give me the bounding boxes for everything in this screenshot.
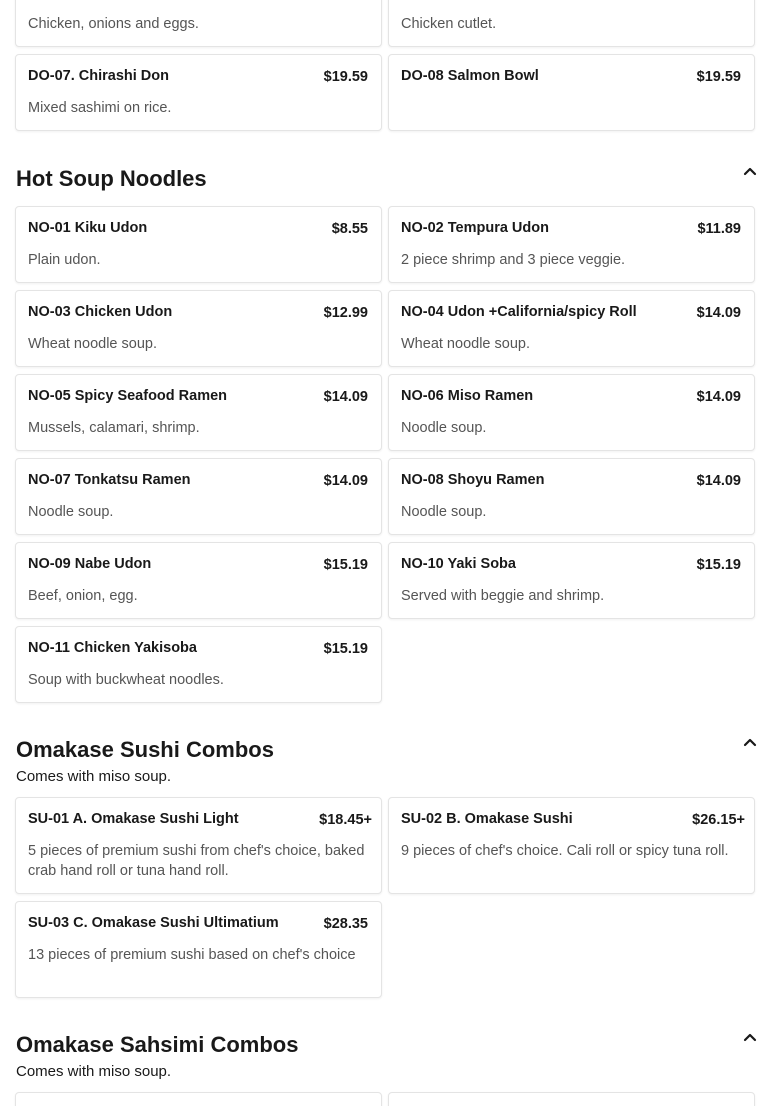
item-description: Noodle soup. <box>401 420 487 436</box>
item-name: DO-07. Chirashi Don <box>28 68 169 84</box>
item-price: $15.19 <box>323 557 368 573</box>
item-name: NO-03 Chicken Udon <box>28 304 173 320</box>
menu-item-card[interactable] <box>15 542 382 619</box>
chevron-up-icon[interactable] <box>743 166 757 176</box>
don-items-grid <box>15 0 755 131</box>
item-name: NO-07 Tonkatsu Ramen <box>28 472 191 488</box>
section-title-hot-soup-noodles: Hot Soup Noodles <box>16 166 207 191</box>
item-name: NO-11 Chicken Yakisoba <box>28 640 197 656</box>
menu-item-card[interactable] <box>388 290 755 367</box>
item-description: Served with beggie and shrimp. <box>401 588 605 604</box>
item-price: $19.59 <box>696 69 741 85</box>
item-price: $26.15+ <box>692 812 745 828</box>
item-price: $15.19 <box>323 641 368 657</box>
item-price: $14.09 <box>696 389 741 405</box>
item-price: $14.09 <box>323 389 368 405</box>
menu-item-card[interactable] <box>388 206 755 283</box>
menu-item-card[interactable] <box>388 1092 755 1106</box>
item-name: NO-05 Spicy Seafood Ramen <box>28 388 228 404</box>
menu-item-card[interactable] <box>15 458 382 535</box>
item-price: $15.19 <box>696 557 741 573</box>
menu-item-card[interactable] <box>15 901 382 998</box>
item-description: Mixed sashimi on rice. <box>28 100 172 116</box>
item-description: 13 pieces of premium sushi based on chef's choice <box>28 947 356 963</box>
item-description: Mussels, calamari, shrimp. <box>28 420 200 436</box>
item-description: Plain udon. <box>28 252 101 268</box>
item-price: $12.99 <box>323 305 368 321</box>
item-name: NO-10 Yaki Soba <box>401 556 516 572</box>
section-subtitle: Comes with miso soup. <box>16 768 172 785</box>
item-price: $14.09 <box>323 473 368 489</box>
menu-item-card[interactable] <box>388 54 755 131</box>
menu-item-card[interactable] <box>388 374 755 451</box>
item-price: $8.55 <box>331 221 368 237</box>
item-description: Chicken cutlet. <box>401 16 497 32</box>
menu-item-card[interactable] <box>388 542 755 619</box>
item-name: NO-04 Udon +California/spicy Roll <box>401 304 637 320</box>
item-description: Wheat noodle soup. <box>28 336 157 352</box>
item-description: 2 piece shrimp and 3 piece veggie. <box>401 252 626 268</box>
menu-item-card[interactable] <box>388 797 755 894</box>
menu-item-card[interactable] <box>15 206 382 283</box>
omakase-sashimi-grid <box>15 1092 755 1106</box>
item-price: $18.45+ <box>319 812 372 828</box>
item-name: NO-08 Shoyu Ramen <box>401 472 545 488</box>
item-description: Soup with buckwheat noodles. <box>28 672 224 688</box>
omakase-sushi-grid <box>15 797 755 998</box>
item-description: Beef, onion, egg. <box>28 588 138 604</box>
menu-item-card[interactable] <box>15 374 382 451</box>
item-description: 9 pieces of chef's choice. Cali roll or spicy tuna roll. <box>401 843 729 859</box>
item-price: $11.89 <box>697 221 741 237</box>
item-name: SU-02 B. Omakase Sushi <box>401 811 573 827</box>
item-name: NO-02 Tempura Udon <box>401 220 549 236</box>
item-name: SU-01 A. Omakase Sushi Light <box>28 811 239 827</box>
item-description: Wheat noodle soup. <box>401 336 530 352</box>
item-price: $28.35 <box>323 916 368 932</box>
chevron-up-icon[interactable] <box>743 1032 757 1042</box>
menu-item-card[interactable] <box>388 458 755 535</box>
hot-soup-noodles-grid <box>15 206 755 703</box>
section-title-omakase-sashimi-combos: Omakase Sahsimi Combos <box>16 1032 299 1057</box>
menu-item-card[interactable] <box>15 54 382 131</box>
chevron-up-icon[interactable] <box>743 737 757 747</box>
item-description: Chicken, onions and eggs. <box>28 16 199 32</box>
menu-item-card[interactable] <box>15 626 382 703</box>
item-name: SU-03 C. Omakase Sushi Ultimatium <box>28 915 279 931</box>
item-name: NO-01 Kiku Udon <box>28 220 148 236</box>
menu-item-card[interactable] <box>15 290 382 367</box>
menu-item-card[interactable] <box>15 0 382 47</box>
item-name: NO-06 Miso Ramen <box>401 388 534 404</box>
item-price: $14.09 <box>696 473 741 489</box>
item-description: Noodle soup. <box>28 504 114 520</box>
menu-item-card[interactable] <box>15 797 382 894</box>
section-title-omakase-sushi-combos: Omakase Sushi Combos <box>16 737 274 762</box>
section-subtitle: Comes with miso soup. <box>16 1063 172 1080</box>
item-description: Noodle soup. <box>401 504 487 520</box>
item-name: DO-08 Salmon Bowl <box>401 68 539 84</box>
item-name: NO-09 Nabe Udon <box>28 556 152 572</box>
item-price: $19.59 <box>323 69 368 85</box>
menu-item-card[interactable] <box>388 0 755 47</box>
item-description: 5 pieces of premium sushi from chef's choice, baked crab hand roll or tuna hand roll. <box>28 843 365 879</box>
item-price: $14.09 <box>696 305 741 321</box>
menu-item-card[interactable] <box>15 1092 382 1106</box>
